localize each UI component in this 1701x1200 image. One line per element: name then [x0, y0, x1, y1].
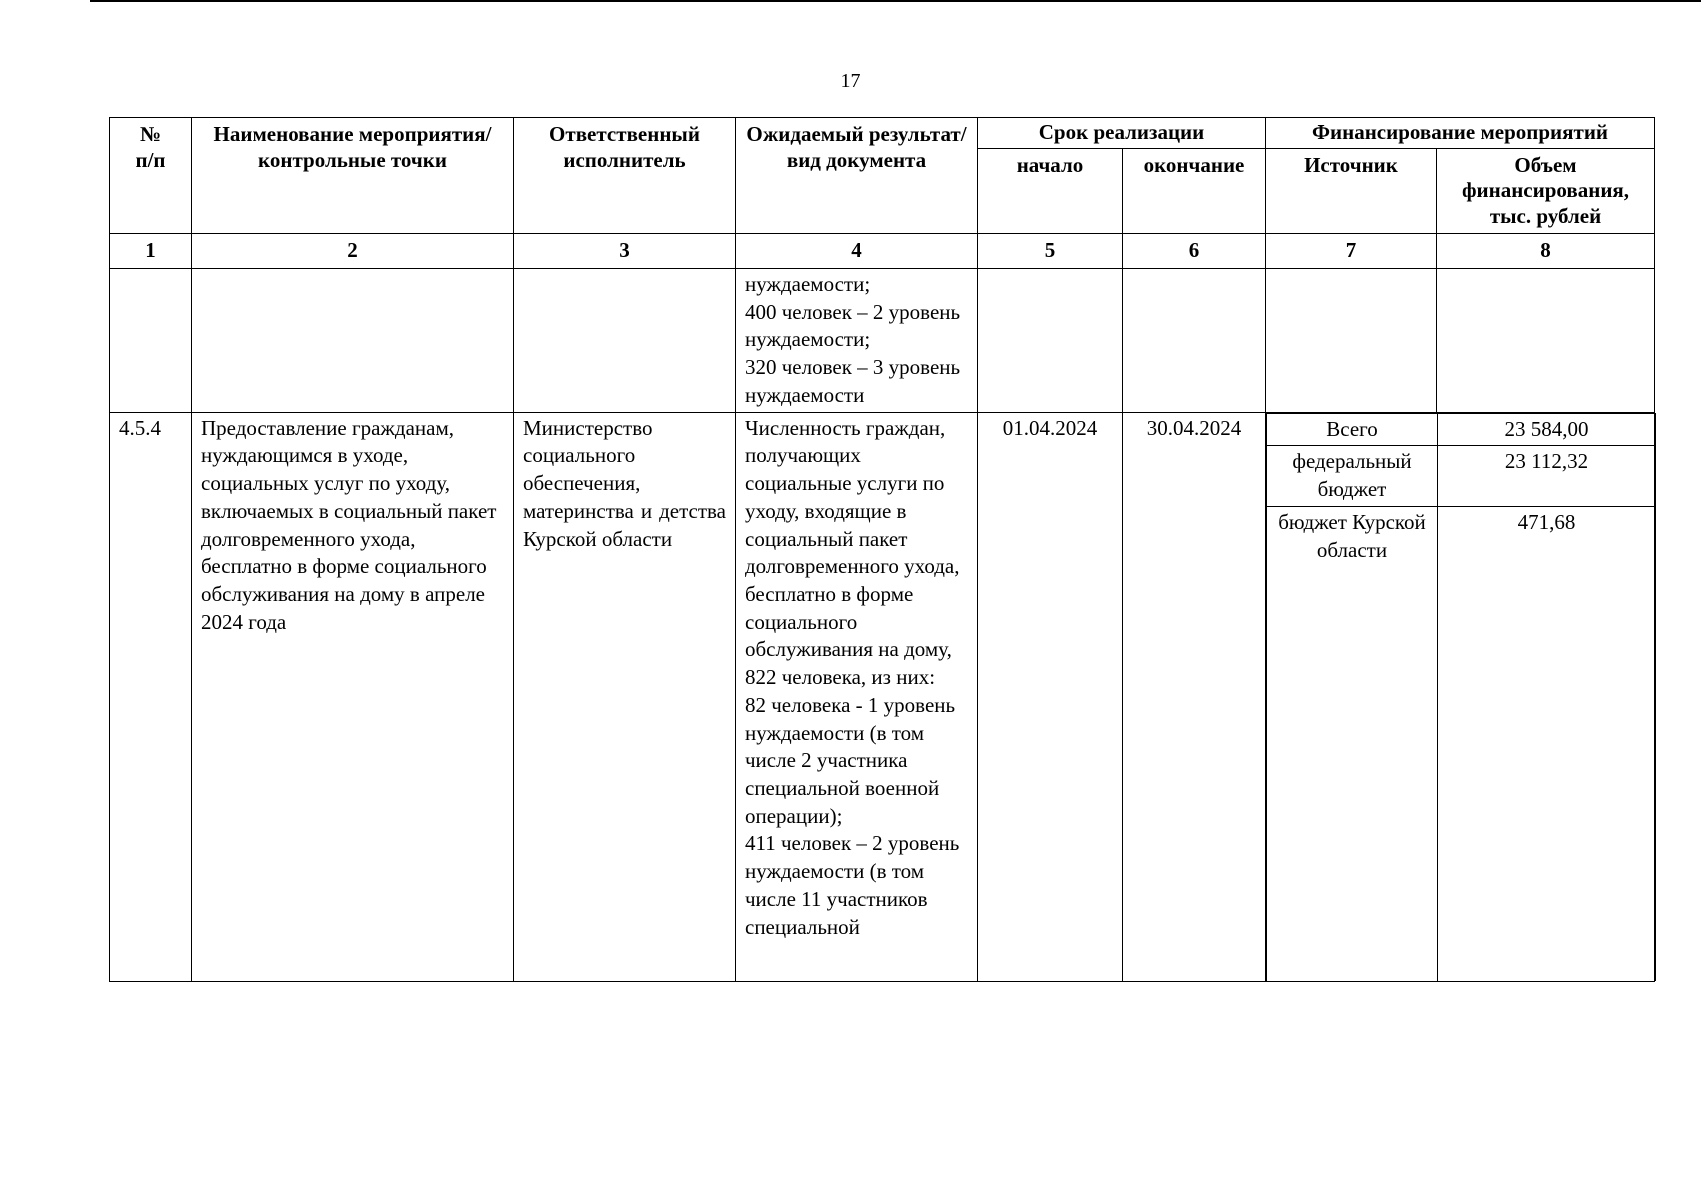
- cell-empty: [514, 269, 736, 413]
- column-number-row: [110, 234, 1655, 269]
- cell-empty: [1437, 269, 1655, 413]
- continuation-row: [110, 269, 1655, 413]
- column-number: 3: [514, 234, 736, 269]
- header-name: Наименование мероприятия/контрольные точки: [192, 118, 514, 234]
- cell-empty: [192, 269, 514, 413]
- cell-empty: [1123, 269, 1266, 413]
- column-number: 7: [1266, 234, 1437, 269]
- column-number: 1: [110, 234, 192, 269]
- header-volume: Объем финансирования, тыс. рублей: [1437, 148, 1655, 234]
- financing-row-federal: [1267, 446, 1656, 506]
- financing-source: Всего: [1267, 413, 1438, 446]
- column-number: 2: [192, 234, 514, 269]
- header-row-1: [110, 118, 1655, 149]
- header-financing: Финансирование мероприятий: [1266, 118, 1655, 149]
- column-number: 8: [1437, 234, 1655, 269]
- financing-amount: 471,68: [1438, 506, 1656, 981]
- financing-source: бюджет Курской области: [1267, 506, 1438, 981]
- header-start: начало: [978, 148, 1123, 234]
- end-date: 30.04.2024: [1123, 412, 1266, 981]
- header-result: Ожидаемый результат/вид документа: [736, 118, 978, 234]
- column-number: 6: [1123, 234, 1266, 269]
- financing-row-total: [1267, 413, 1656, 446]
- page-number: 17: [840, 70, 861, 92]
- expected-result: Численность граждан, получающих социальные услуги по уходу, входящие в социальный пакет долговременного ухода, бесплатно в форме социального обслуживания на дому, 822 человека, из них: 82 человека - 1 уровень нуждаемости (в том числе 2 участника специальной военной операции); 411 человек – 2 уровень нуждаемости (в том числе 11 участников специальной: [736, 412, 978, 981]
- financing-subtable: [1266, 413, 1656, 981]
- financing-source: федеральный бюджет: [1267, 446, 1438, 506]
- cell-empty: [1266, 269, 1437, 413]
- table-row-4-5-4: [110, 412, 1655, 981]
- header-responsible: Ответственный исполнитель: [514, 118, 736, 234]
- top-rule: [90, 0, 1701, 2]
- activities-table: [109, 117, 1655, 982]
- financing-amount: 23 112,32: [1438, 446, 1656, 506]
- activity-name: Предоставление гражданам, нуждающимся в уходе, социальных услуг по уходу, включаемых в социальный пакет долговременного ухода, бесплатно в форме социального обслуживания на дому в апреле 2024 года: [192, 412, 514, 981]
- column-number: 4: [736, 234, 978, 269]
- financing-row-regional: [1267, 506, 1656, 981]
- header-period: Срок реализации: [978, 118, 1266, 149]
- cell-empty: [110, 269, 192, 413]
- responsible-executor: Министерство социального обеспечения, материнства и детства Курской области: [514, 412, 736, 981]
- row-number: 4.5.4: [110, 412, 192, 981]
- financing-cell: [1266, 412, 1655, 981]
- header-end: окончание: [1123, 148, 1266, 234]
- financing-amount: 23 584,00: [1438, 413, 1656, 446]
- start-date: 01.04.2024: [978, 412, 1123, 981]
- column-number: 5: [978, 234, 1123, 269]
- cell-empty: [978, 269, 1123, 413]
- header-num: № п/п: [110, 118, 192, 234]
- header-source: Источник: [1266, 148, 1437, 234]
- continuation-result: нуждаемости; 400 человек – 2 уровень нуждаемости; 320 человек – 3 уровень нуждаемости: [736, 269, 978, 413]
